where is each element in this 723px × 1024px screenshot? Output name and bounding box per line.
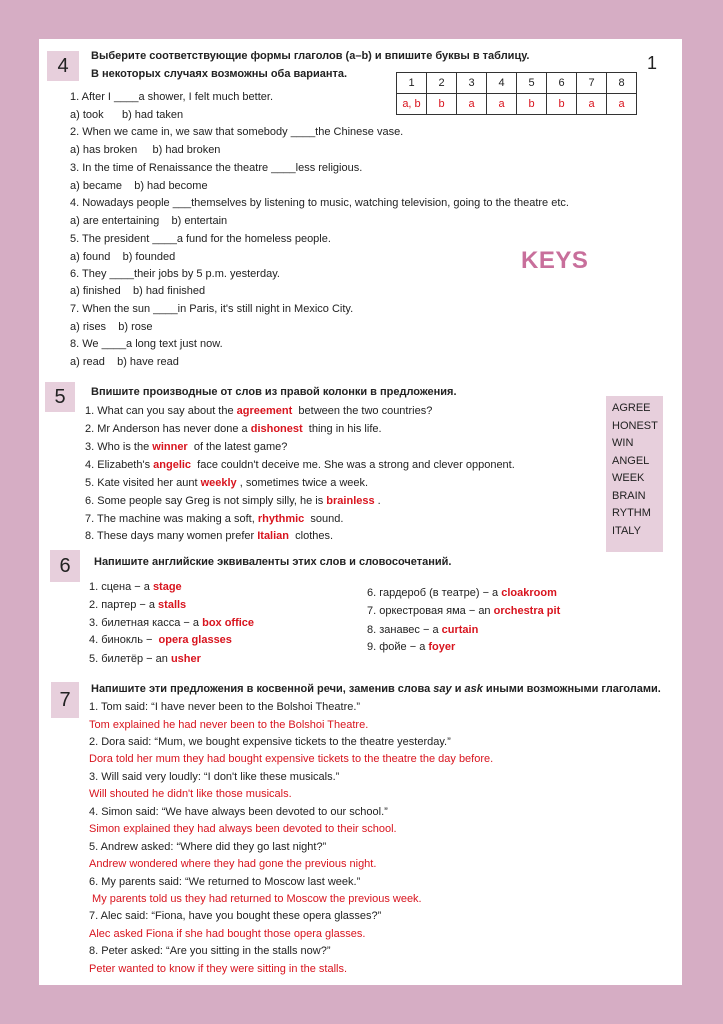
exercise-4-line: a) rises b) rose xyxy=(70,321,153,333)
keys-label: KEYS xyxy=(521,247,589,274)
answer-word: brainless xyxy=(326,495,375,507)
page-number: 1 xyxy=(647,53,658,73)
item-text: 2. партер − a xyxy=(89,599,159,611)
item-text: 5. билетёр − an xyxy=(89,653,171,665)
instruction-word: say xyxy=(433,683,452,695)
exercise-4-line: 8. We ____a long text just now. xyxy=(70,338,223,350)
item-text: 8. занавес − a xyxy=(367,624,442,636)
exercise-7-answer: Simon explained they had always been devoted to their school. xyxy=(89,823,397,835)
word-bank-item: ANGEL xyxy=(612,454,650,467)
sentence-text: thing in his life. xyxy=(302,423,382,435)
exercise-7-answer: Andrew wondered where they had gone the previous night. xyxy=(89,858,377,870)
word-bank xyxy=(606,396,663,552)
exercise-6-number: 6 xyxy=(50,550,80,582)
answer-word: agreement xyxy=(236,405,293,417)
answer-word: angelic xyxy=(153,459,192,471)
exercise-4-line: a) read b) have read xyxy=(70,356,179,368)
table-answer-cell: b xyxy=(517,94,547,115)
instruction-text: иными возможными глаголами. xyxy=(482,683,661,695)
sentence-text: 2. Mr Anderson has never done a xyxy=(85,423,251,435)
exercise-4-line: a) finished b) had finished xyxy=(70,285,206,297)
word-bank-item: AGREE xyxy=(612,402,651,414)
sentence-text: of the latest game? xyxy=(187,441,288,453)
word-bank-item: ITALY xyxy=(612,524,641,537)
answer-word: dishonest xyxy=(250,423,303,435)
answer-word: winner xyxy=(152,441,188,453)
sentence-text: 5. Kate visited her aunt xyxy=(85,477,201,489)
sentence-text: sound. xyxy=(304,513,344,525)
exercise-6-instruction: Напишите английские эквиваленты этих слов и словосочетаний. xyxy=(94,556,452,568)
instruction-word: ask xyxy=(464,683,483,695)
exercise-4-line: a) has broken b) had broken xyxy=(70,144,221,156)
exercise-5-sentence xyxy=(85,423,382,436)
exercise-7-question: 5. Andrew asked: “Where did they go last night?” xyxy=(89,841,327,853)
exercise-7-question: 2. Dora said: “Mum, we bought expensive tickets to the theatre yesterday.” xyxy=(89,736,451,748)
word-bank-item: WEEK xyxy=(612,472,645,484)
exercise-4-line: 1. After I ____a shower, I felt much better. xyxy=(70,91,274,103)
answer-word: weekly xyxy=(200,477,237,489)
answer-word: rhythmic xyxy=(257,513,305,525)
table-head-cell: 6 xyxy=(547,73,577,94)
exercise-7-question: 1. Tom said: “I have never been to the Bolshoi Theatre.” xyxy=(89,701,361,713)
table-head-cell: 1 xyxy=(397,73,427,94)
answer-word: cloakroom xyxy=(501,587,557,599)
exercise-5-sentence xyxy=(85,530,333,543)
exercise-4-instruction-2: В некоторых случаях возможны оба варианта. xyxy=(91,68,348,80)
item-text: 6. гардероб (в театре) − a xyxy=(367,587,502,599)
table-answer-cell: a, b xyxy=(397,94,427,115)
sentence-text: between the two countries? xyxy=(292,405,433,417)
exercise-5-sentence xyxy=(85,459,515,472)
exercise-4-number: 4 xyxy=(47,51,79,81)
answer-word: opera glasses xyxy=(158,634,232,646)
exercise-4-line: 2. When we came in, we saw that somebody ____the Chinese vase. xyxy=(70,126,404,138)
table-head-cell: 2 xyxy=(427,73,457,94)
sentence-text: face couldn't deceive me. She was a strong and clever opponent. xyxy=(191,459,515,471)
item-text: 3. билетная касса − a xyxy=(89,617,203,629)
exercise-5-number: 5 xyxy=(45,382,75,412)
table-answer-cell: b xyxy=(427,94,457,115)
table-head-cell: 8 xyxy=(607,73,637,94)
instruction-text: Напишите эти предложения в косвенной речи, заменив слова xyxy=(91,683,434,695)
table-answer-cell: a xyxy=(457,94,487,115)
answer-word: stalls xyxy=(158,599,187,611)
exercise-7-answer: Alec asked Fiona if she had bought those opera glasses. xyxy=(89,928,366,940)
exercise-5-sentence xyxy=(85,441,287,454)
exercise-7-instruction xyxy=(91,683,661,696)
exercise-6-item xyxy=(89,634,232,647)
item-text: 7. оркестровая яма − an xyxy=(367,605,494,617)
answer-word: foyer xyxy=(428,641,456,653)
exercise-7-answer: Tom explained he had never been to the Bolshoi Theatre. xyxy=(89,719,369,731)
exercise-4-line: 4. Nowadays people ___themselves by listening to music, watching television, going to the theatre etc. xyxy=(70,197,569,209)
exercise-5-sentence xyxy=(85,495,381,508)
exercise-4-line: 3. In the time of Renaissance the theatre ____less religious. xyxy=(70,162,363,174)
exercise-4-line: a) found b) founded xyxy=(70,251,176,263)
exercise-6-item xyxy=(367,641,455,654)
exercise-5-sentence xyxy=(85,405,432,418)
worksheet-page xyxy=(39,39,682,985)
sentence-text: 1. What can you say about the xyxy=(85,405,237,417)
exercise-4-line: 7. When the sun ____in Paris, it's still night in Mexico City. xyxy=(70,303,354,315)
table-answer-cell: a xyxy=(607,94,637,115)
sentence-text: 3. Who is the xyxy=(85,441,153,453)
sentence-text: 6. Some people say Greg is not simply silly, he is xyxy=(85,495,327,507)
sentence-text: . xyxy=(374,495,381,507)
instruction-text: и xyxy=(451,683,465,695)
table-head-cell: 5 xyxy=(517,73,547,94)
exercise-5-sentence xyxy=(85,477,368,490)
word-bank-item: HONEST xyxy=(612,419,658,432)
exercise-4-instruction-1: Выберите соответствующие формы глаголов (a–b) и впишите буквы в таблицу. xyxy=(91,50,530,62)
answer-word: curtain xyxy=(441,624,479,636)
table-answer-cell: a xyxy=(487,94,517,115)
exercise-6-item xyxy=(89,581,182,594)
exercise-7-question: 8. Peter asked: “Are you sitting in the stalls now?” xyxy=(89,945,331,957)
exercise-4-line: a) are entertaining b) entertain xyxy=(70,215,228,227)
exercise-7-question: 6. My parents said: “We returned to Moscow last week.” xyxy=(89,876,361,888)
answer-word: Italian xyxy=(257,530,290,542)
exercise-5-instruction: Впишите производные от слов из правой колонки в предложения. xyxy=(91,386,457,398)
item-text: 9. фойе − a xyxy=(367,641,429,653)
exercise-6-item xyxy=(367,624,478,637)
sentence-text: 7. The machine was making a soft, xyxy=(85,513,258,525)
exercise-7-answer: My parents told us they had returned to Moscow the previous week. xyxy=(89,893,422,905)
exercise-6-item xyxy=(89,653,201,666)
exercise-7-question: 4. Simon said: “We have always been devoted to our school.” xyxy=(89,806,388,818)
exercise-7-question: 7. Alec said: “Fiona, have you bought these opera glasses?” xyxy=(89,910,382,922)
exercise-6-item xyxy=(89,617,254,630)
exercise-7-answer: Peter wanted to know if they were sitting in the stalls. xyxy=(89,963,348,975)
exercise-4-line: 6. They ____their jobs by 5 p.m. yesterday. xyxy=(70,268,280,280)
sentence-text: , sometimes twice a week. xyxy=(236,477,369,489)
table-answer-cell: a xyxy=(577,94,607,115)
exercise-7-question: 3. Will said very loudly: “I don't like these musicals.” xyxy=(89,771,340,783)
item-text: 1. сцена − a xyxy=(89,581,153,593)
word-bank-item: WIN xyxy=(612,437,634,449)
exercise-6-item xyxy=(89,599,186,612)
item-text: 4. бинокль − xyxy=(89,634,159,646)
answer-word: stage xyxy=(152,581,182,593)
word-bank-item: BRAIN xyxy=(612,489,646,502)
exercise-5-sentence xyxy=(85,513,343,526)
exercise-7-answer: Dora told her mum they had bought expensive tickets to the theatre the day before. xyxy=(89,753,494,765)
exercise-4-line: a) took b) had taken xyxy=(70,109,184,121)
exercise-4-line: 5. The president ____a fund for the homeless people. xyxy=(70,233,331,245)
sentence-text: 4. Elizabeth's xyxy=(85,459,154,471)
sentence-text: clothes. xyxy=(289,530,334,542)
exercise-7-answer: Will shouted he didn't like those musicals. xyxy=(89,788,292,800)
word-bank-item: RYTHM xyxy=(612,507,651,519)
table-head-cell: 4 xyxy=(487,73,517,94)
table-head-cell: 3 xyxy=(457,73,487,94)
table-head-cell: 7 xyxy=(577,73,607,94)
answer-word: orchestra pit xyxy=(493,605,561,617)
answer-word: usher xyxy=(170,653,201,665)
exercise-6-item xyxy=(367,605,560,618)
exercise-6-item xyxy=(367,587,557,600)
exercise-4-line: a) became b) had become xyxy=(70,180,208,192)
exercise-4-answer-table xyxy=(396,72,637,115)
sentence-text: 8. These days many women prefer xyxy=(85,530,258,542)
answer-word: box office xyxy=(202,617,255,629)
table-answer-cell: b xyxy=(547,94,577,115)
exercise-7-number: 7 xyxy=(51,682,79,718)
